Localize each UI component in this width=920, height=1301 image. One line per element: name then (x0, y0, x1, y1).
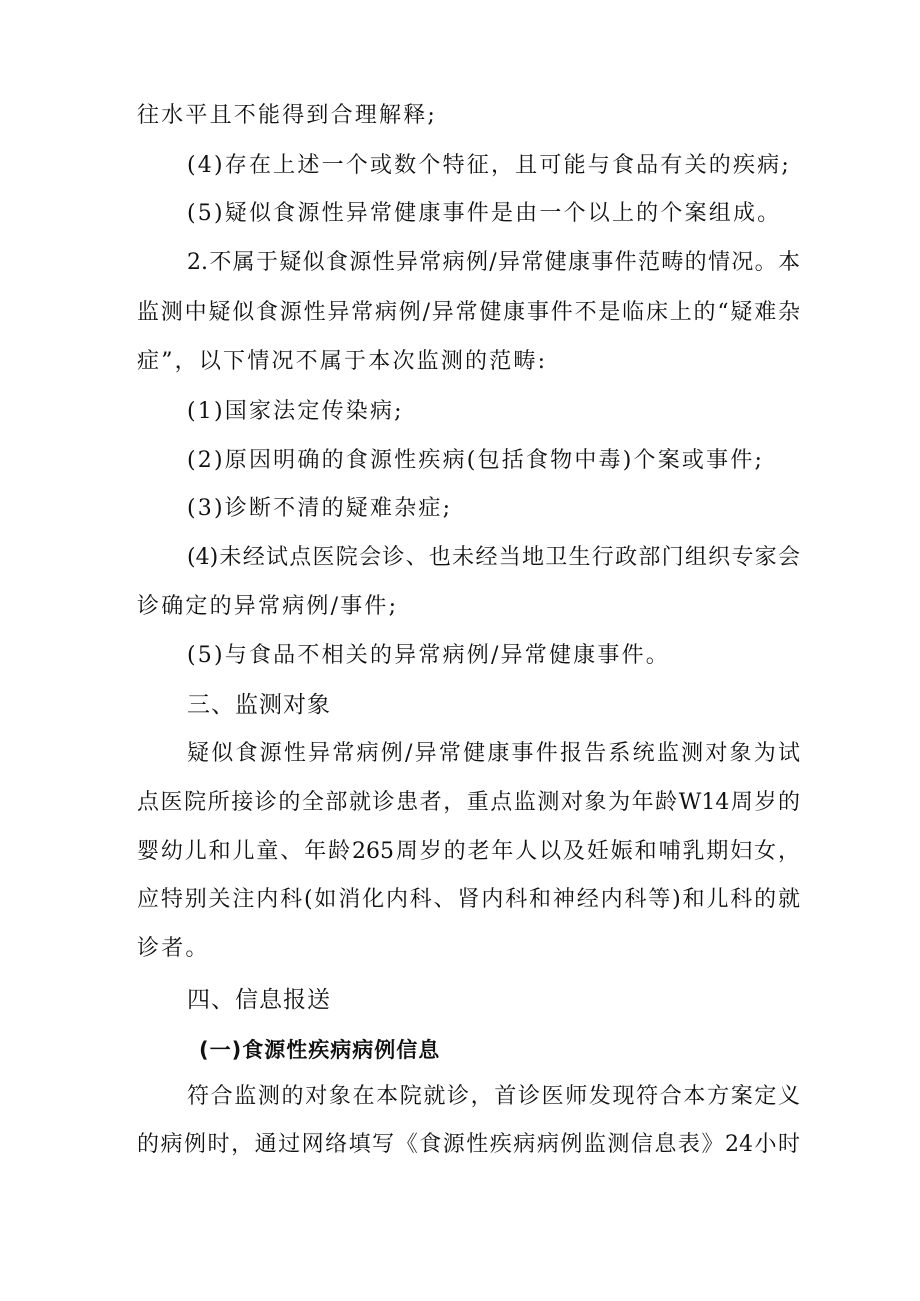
section-4-line-2: 的病例时，通过网络填写《食源性疾病病例监测信息表》24小时 (137, 1132, 800, 1157)
exclusion-item-3: (3)诊断不清的疑难杂症; (187, 496, 453, 521)
paragraph-continuation-line: 往水平且不能得到合理解释; (137, 103, 438, 128)
section-3-heading: 三、监测对象 (187, 692, 331, 718)
section-4-subheading: (一)食源性疾病病例信息 (199, 1038, 441, 1062)
exclusion-item-1: (1)国家法定传染病; (187, 399, 404, 424)
section-4-heading: 四、信息报送 (187, 987, 331, 1013)
exclusion-item-2: (2)原因明确的食源性疾病(包括食物中毒)个案或事件; (187, 448, 765, 473)
section-3-line-1: 疑似食源性异常病例/异常健康事件报告系统监测对象为试 (187, 741, 800, 766)
definition-item-5: (5)疑似食源性异常健康事件是由一个以上的个案组成。 (187, 201, 782, 226)
exclusion-paragraph-line-1: 2.不属于疑似食源性异常病例/异常健康事件范畴的情况。本 (187, 250, 800, 275)
exclusion-paragraph-line-2: 监测中疑似食源性异常病例/异常健康事件不是临床上的“疑难杂 (137, 300, 800, 325)
section-3-line-3: 婴幼儿和儿童、年龄265周岁的老年人以及妊娠和哺乳期妇女， (137, 839, 800, 864)
section-3-line-2: 点医院所接诊的全部就诊患者，重点监测对象为年龄W14周岁的 (137, 790, 800, 815)
exclusion-item-5: (5)与食品不相关的异常病例/异常健康事件。 (187, 643, 670, 668)
exclusion-item-4-line-2: 诊确定的异常病例/事件; (137, 594, 399, 619)
section-3-line-4: 应特别关注内科(如消化内科、肾内科和神经内科等)和儿科的就 (137, 887, 800, 912)
exclusion-item-4-line-1: (4)未经试点医院会诊、也未经当地卫生行政部门组织专家会 (187, 545, 800, 570)
exclusion-paragraph-line-3: 症”，以下情况不属于本次监测的范畴: (137, 349, 548, 374)
section-3-line-5: 诊者。 (137, 936, 210, 961)
definition-item-4: (4)存在上述一个或数个特征，且可能与食品有关的疾病; (187, 153, 791, 178)
section-4-line-1: 符合监测的对象在本院就诊，首诊医师发现符合本方案定义 (187, 1084, 800, 1109)
